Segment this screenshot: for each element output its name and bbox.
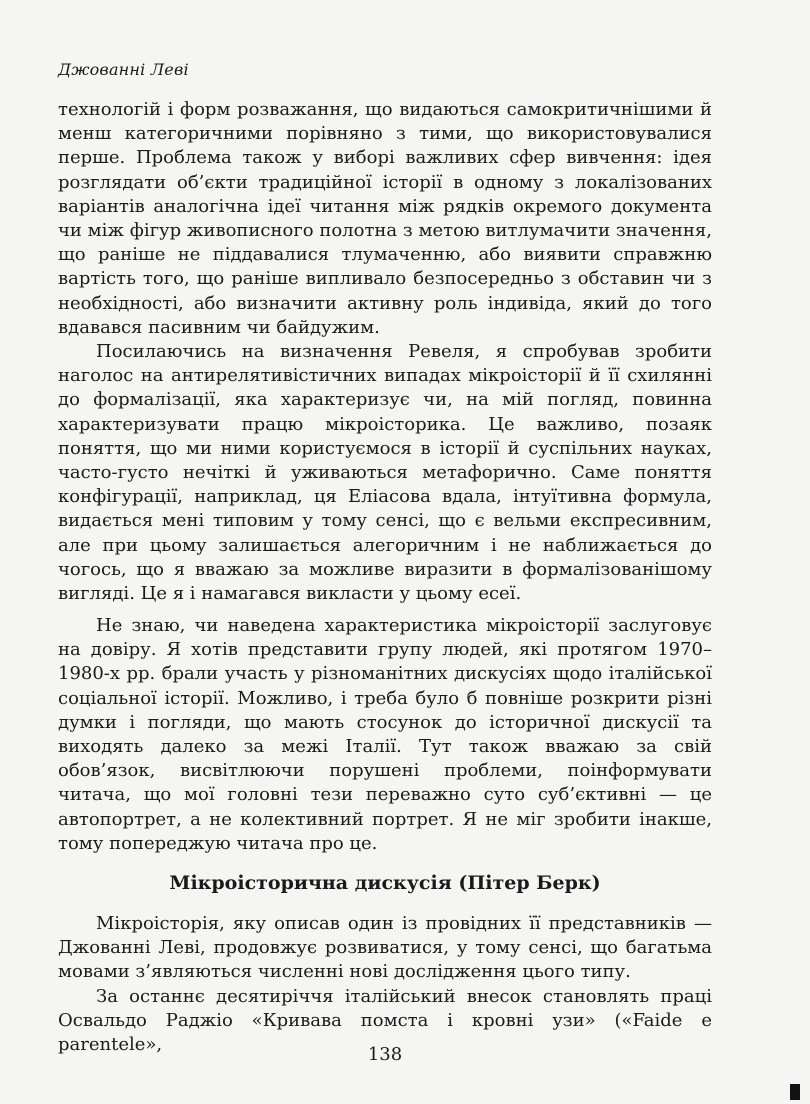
paragraph: Посилаючись на визначення Ревеля, я спробував зробити наголос на антирелятивістичних випадах мікроісторії й її схилянні до формалізації, яка характеризує чи, на мій погляд, повинна характеризувати працю мікроісторика. Це важливо, позаяк поняття, що ми ними користуємося в історії й суспільних науках, часто-густо нечіткі й уживаються метафорично. Саме поняття конфігурації, наприклад, ця Еліасова вдала, інтуїтивна формула, видається мені типовим у тому сенсі, що є вельми експресивним, але при цьому залишається алегоричним і не наближається до чогось, що я вважаю за можливе виразити в формалізованішому вигляді. Це я і намагався викласти у цьому есеї.: [58, 341, 712, 605]
section-title: Мікроісторична дискусія (Пітер Берк): [169, 872, 601, 894]
page-number: 138: [367, 1044, 403, 1065]
running-head: Джованні Леві: [58, 60, 189, 79]
paragraph: технологій і форм розважання, що видаються самокритичнішими й менш категоричними порівняно з тими, що використовувалися перше. Проблема також у виборі важливих сфер вивчення: ідея розглядати об’єкти традиційної історії в одному з локалізованих варіантів аналогічна ідеї читання між рядків окремого документа чи між фігур живописного полотна з метою витлумачити значення, що раніше не піддавалися тлумаченню, або виявити справжню вартість того, що раніше випливало безпосередньо з обставин чи з необхідності, або визначити активну роль індивіда, який до того вдавався пасивним чи байдужим.: [58, 99, 712, 338]
text-block-bottom: [58, 912, 712, 1057]
scan-edge-mark: [790, 1084, 800, 1100]
text-block-top: [58, 98, 712, 606]
paragraph: Мікроісторія, яку описав один із провідних її представників — Джованні Леві, продовжує розвиватися, у тому сенсі, що багатьма мовами з’являються численні нові дослідження цього типу.: [58, 913, 712, 983]
text-block-middle: [58, 614, 712, 856]
paragraph: За останнє десятиріччя італійський внесок становлять праці Освальдо Раджіо «Кривава помста і кровні узи» («Faide e parentele»,: [58, 985, 712, 1056]
paragraph: Не знаю, чи наведена характеристика мікроісторії заслуговує на довіру. Я хотів представити групу людей, які протягом 1970–1980-х рр. брали участь у різноманітних дискусіях щодо італійської соціальної історії. Можливо, і треба було б повніше розкрити різні думки і погляди, що мають стосунок до історичної дискусії та виходять далеко за межі Італії. Тут також вважаю за свій обов’язок, висвітлюючи порушені проблеми, поінформувати читача, що мої головні тези переважно суто суб’єктивні — це автопортрет, а не колективний портрет. Я не міг зробити інакше, тому попереджую читача про це.: [58, 615, 712, 854]
